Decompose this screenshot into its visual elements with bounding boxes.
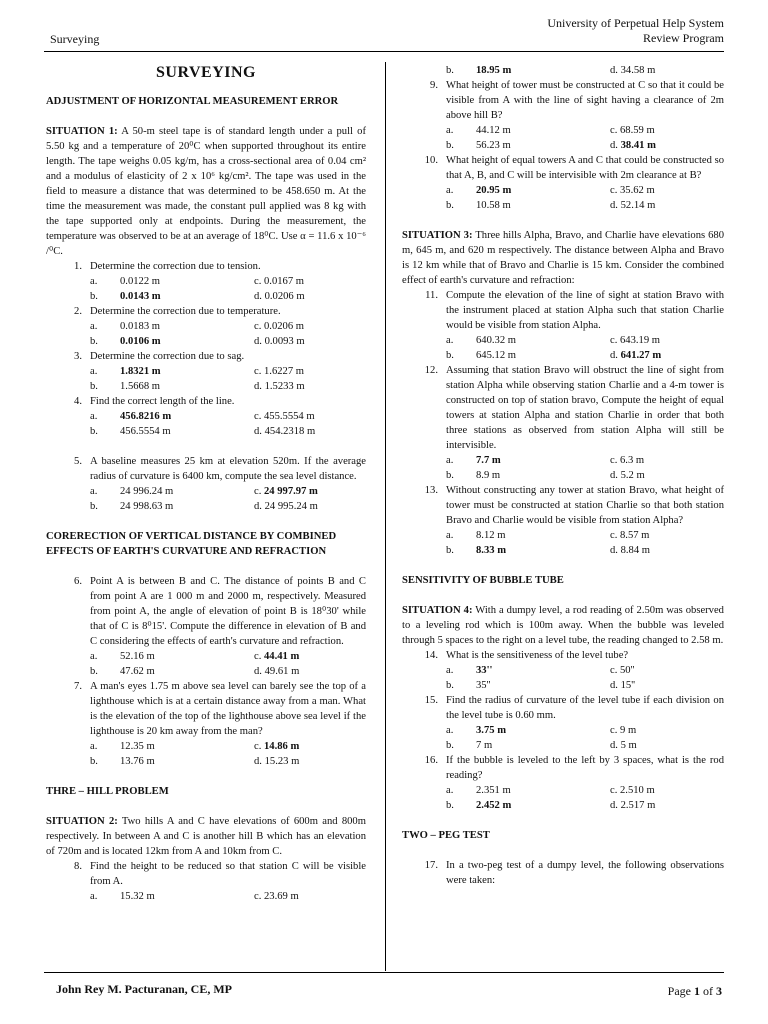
section-heading-three-hill: THRE – HILL PROBLEM: [46, 786, 169, 797]
choices-4-row-2: b. 456.5554 m d. 454.2318 m: [90, 426, 316, 437]
choices-2-row-1: a. 0.0183 m c. 0.0206 m: [90, 321, 305, 332]
choices-8-row-2: b. 18.95 m d. 34.58 m: [446, 65, 656, 76]
question-7: 7. A man's eyes 1.75 m above sea level can barely see the top of a lighthouse which is at a certain distance away from a man. What is the elevation of the top of the lighthouse above sea level if the lighthouse is 20 km away from the man?: [74, 681, 366, 737]
choices-7-row-2: b. 13.76 m d. 15.23 m: [90, 756, 300, 767]
choices-13-row-2: b. 8.33 m d. 8.84 m: [446, 545, 651, 556]
choices-13-row-1: a. 8.12 m c. 8.57 m: [446, 530, 650, 541]
header-university: University of Perpetual Help System: [547, 16, 724, 30]
question-15: 15. Find the radius of curvature of the level tube if each division on the level tube is 0.60 mm.: [424, 695, 724, 721]
situation-2: SITUATION 2: Two hills A and C have elevations of 600m and 800m respectively. In between A and C is another hill B which has an elevation of 720m and is located 12km from A and 10km from C.: [46, 816, 366, 857]
question-17: 17. In a two-peg test of a dumpy level, the following observations were taken:: [424, 860, 724, 886]
question-8: 8. Find the height to be reduced so that station C will be visible from A.: [74, 861, 366, 887]
choices-9-row-2: b. 56.23 m d. 38.41 m: [446, 140, 656, 151]
choices-16-row-2: b. 2.452 m d. 2.517 m: [446, 800, 656, 811]
choices-2-row-2: b. 0.0106 m d. 0.0093 m: [90, 336, 305, 347]
question-6: 6. Point A is between B and C. The distance of points B and C from point A are 1 000 m and 2000 m, respectively. Measured from point A, the angle of elevation of point B is 18⁰30' while that of C is 8⁰15'. Compute the difference in elevation of B and C considering the effects of earth's curvature and refraction.: [74, 576, 366, 647]
question-3: 3. Determine the correction due to sag.: [74, 351, 245, 362]
choices-8-row-1: a. 15.32 m c. 23.69 m: [90, 891, 299, 902]
situation-1-text: A 50-m steel tape is of standard length under a pull of 5.50 kg and a temperature of 20⁰C when supported throughout its entire length. The tape weighs 0.05 kg/m, has a cross-sectional area of 0.04 cm² and a modulus of elasticity of 2 x 10⁶ kg/cm². The tape was used in the field to measure a distance that was determined to be 458.650 m. At the time the measurement was made, the constant pull applied was 8 kg with the tape supported only at endpoints. During the measurement, the temperature was observed to be at an average of 18⁰C. Use α = 11.6 x 10⁻⁶ /⁰C.: [46, 126, 366, 257]
header-subject: Surveying: [50, 32, 100, 46]
question-5: 5. A baseline measures 25 km at elevation 520m. If the average radius of curvature is 6400 km, compute the sea level distance.: [74, 456, 366, 482]
choices-1-row-2: b. 0.0143 m d. 0.0206 m: [90, 291, 305, 302]
situation-4: SITUATION 4: With a dumpy level, a rod reading of 2.50m was observed to a leveling rod which is 100m away. When the bubble was leveled through 5 spaces to the right on a level tube, the reading changed to 2.58 m.: [402, 605, 724, 646]
choices-11-row-2: b. 645.12 m d. 641.27 m: [446, 350, 662, 361]
choices-14-row-2: b. 35'' d. 15'': [446, 680, 636, 691]
section-heading-bubble: SENSITIVITY OF BUBBLE TUBE: [402, 575, 564, 586]
question-9: 9. What height of tower must be constructed at C so that it could be visible from A with the line of sight having a clearance of 2m above hill B?: [430, 80, 724, 121]
page-number: Page 1 of 3: [667, 984, 722, 998]
choices-3-row-1: a. 1.8321 m c. 1.6227 m: [90, 366, 305, 377]
header-institution: [547, 16, 724, 46]
choices-15-row-2: b. 7 m d. 5 m: [446, 740, 637, 751]
footer-rule: [44, 972, 724, 973]
choices-4-row-1: a. 456.8216 m c. 455.5554 m: [90, 411, 315, 422]
choices-11-row-1: a. 640.32 m c. 643.19 m: [446, 335, 661, 346]
section-heading-two-peg: TWO – PEG TEST: [402, 830, 490, 841]
choices-3-row-2: b. 1.5668 m d. 1.5233 m: [90, 381, 305, 392]
choices-16-row-1: a. 2.351 m c. 2.510 m: [446, 785, 655, 796]
section-heading-correction: CORERECTION OF VERTICAL DISTANCE BY COMBINED EFFECTS OF EARTH'S CURVATURE AND REFRACTION: [46, 531, 337, 557]
page-title: SURVEYING: [156, 64, 256, 81]
question-14: 14. What is the sensitiveness of the level tube?: [424, 650, 629, 661]
right-column: [402, 63, 724, 888]
question-12: 12. Assuming that station Bravo will obstruct the line of sight from station Alpha while observing station Charlie and a 4-m tower is constructed on top of station bravo, Compute the height of equal towers at station Alpha and station Charlie in order that both three stations as observed from station Alpha will still be intervisible.: [424, 365, 724, 451]
question-4: 4. Find the correct length of the line.: [74, 396, 235, 407]
question-13: 13. Without constructing any tower at station Bravo, what height of tower must be constructed at station Charlie so that both station Bravo and Charlie would be visible from station Alpha?: [424, 485, 724, 526]
choices-7-row-1: a. 12.35 m c. 14.86 m: [90, 741, 300, 752]
section-heading-adjustment: ADJUSTMENT OF HORIZONTAL MEASUREMENT ERROR: [46, 96, 339, 107]
choices-9-row-1: a. 44.12 m c. 68.59 m: [446, 125, 655, 136]
footer-author: John Rey M. Pacturanan, CE, MP: [56, 982, 232, 996]
situation-1-label: SITUATION 1:: [46, 126, 118, 137]
header-rule: [44, 51, 724, 52]
question-11: 11. Compute the elevation of the line of sight at station Bravo with the instrument placed at station Alpha such that station Charlie would be visible from station Alpha.: [425, 290, 724, 331]
choices-12-row-2: b. 8.9 m d. 5.2 m: [446, 470, 645, 481]
left-column: [46, 63, 366, 904]
question-2: 2. Determine the correction due to temperature.: [74, 306, 281, 317]
choices-14-row-1: a. 33'' c. 50'': [446, 665, 635, 676]
question-10: 10. What height of equal towers A and C that could be constructed so that A, B, and C will be intervisible with 2m clearance at B?: [424, 155, 724, 181]
choices-12-row-1: a. 7.7 m c. 6.3 m: [446, 455, 645, 466]
question-1: 1. Determine the correction due to tension.: [74, 261, 261, 272]
choices-10-row-1: a. 20.95 m c. 35.62 m: [446, 185, 655, 196]
column-divider: [385, 62, 386, 971]
situation-3: SITUATION 3: Three hills Alpha, Bravo, and Charlie have elevations 680 m, 645 m, and 620 m respectively. The distance between Alpha and Bravo is 12 km while that of Bravo and Charlie is 15 km. Consider the combined effect of earth's curvature and refraction:: [402, 230, 724, 286]
choices-15-row-1: a. 3.75 m c. 9 m: [446, 725, 637, 736]
header-program: Review Program: [643, 31, 724, 45]
choices-5-row-2: b. 24 998.63 m d. 24 995.24 m: [90, 501, 318, 512]
situation-1: [46, 124, 366, 259]
choices-6-row-2: b. 47.62 m d. 49.61 m: [90, 666, 300, 677]
choices-10-row-2: b. 10.58 m d. 52.14 m: [446, 200, 656, 211]
choices-5-row-1: a. 24 996.24 m c. 24 997.97 m: [90, 486, 318, 497]
choices-1-row-1: a. 0.0122 m c. 0.0167 m: [90, 276, 305, 287]
question-16: 16. If the bubble is leveled to the left by 3 spaces, what is the rod reading?: [424, 755, 724, 781]
choices-6-row-1: a. 52.16 m c. 44.41 m: [90, 651, 300, 662]
